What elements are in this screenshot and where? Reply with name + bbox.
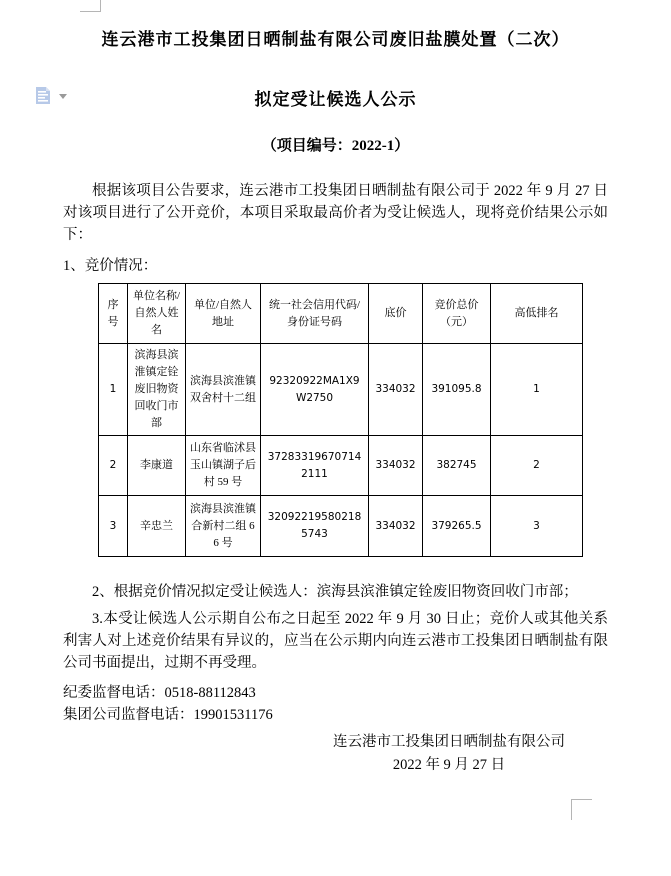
cell-credit-code: 320922195802185743 [261, 496, 369, 557]
cell-ranking: 3 [491, 496, 583, 557]
cell-base-price: 334032 [369, 496, 423, 557]
col-header-total-price: 竞价总价（元） [423, 284, 491, 344]
col-header-credit-code: 统一社会信用代码/身份证号码 [261, 284, 369, 344]
cell-name: 滨海县滨淮镇定铨废旧物资回收门市部 [128, 344, 186, 436]
paste-options-icon [34, 86, 52, 105]
cell-index: 1 [99, 344, 128, 436]
cell-total-price: 382745 [423, 436, 491, 496]
cell-total-price: 379265.5 [423, 496, 491, 557]
col-header-address: 单位/自然人地址 [186, 284, 261, 344]
cell-credit-code: 372833196707142111 [261, 436, 369, 496]
paragraph-publicity-period: 3.本受让候选人公示期自公布之日起至 2022 年 9 月 30 日止；竞价人或其他关系利害人对上述竞价结果有异议的，应当在公示期内向连云港市工投集团日晒制盐有限公司书面提出，过期不再受理。 [63, 611, 608, 671]
phone-line-discipline: 纪委监督电话：0518-88112843 [63, 685, 256, 701]
cell-index: 3 [99, 496, 128, 557]
table-row [99, 436, 583, 496]
col-header-base-price: 底价 [369, 284, 423, 344]
text-boundary-corner-bottom-right [571, 799, 592, 820]
bid-results-table [98, 283, 583, 557]
phone-line-group: 集团公司监督电话：19901531176 [63, 707, 273, 723]
document-content [63, 30, 608, 777]
cell-name: 李康道 [128, 436, 186, 496]
table-row [99, 344, 583, 436]
table-header-row [99, 284, 583, 344]
signature-company: 连云港市工投集团日晒制盐有限公司 [333, 734, 565, 750]
cell-ranking: 1 [491, 344, 583, 436]
cell-base-price: 334032 [369, 344, 423, 436]
col-header-index: 序号 [99, 284, 128, 344]
supervision-phones [63, 682, 608, 726]
document-title-line2: 拟定受让候选人公示 [254, 90, 417, 109]
table-row [99, 496, 583, 557]
intro-paragraph: 根据该项目公告要求，连云港市工投集团日晒制盐有限公司于 2022 年 9 月 27 日对该项目进行了公开竞价，本项目采取最高价者为受让候选人，现将竞价结果公示如下： [63, 183, 608, 243]
cell-total-price: 391095.8 [423, 344, 491, 436]
cell-ranking: 2 [491, 436, 583, 496]
cell-address: 滨海县滨淮镇合新村二组 66 号 [186, 496, 261, 557]
cell-index: 2 [99, 436, 128, 496]
col-header-ranking: 高低排名 [491, 284, 583, 344]
section1-heading: 1、竞价情况： [63, 258, 158, 274]
signature-date: 2022 年 9 月 27 日 [392, 757, 506, 773]
col-header-name: 单位名称/自然人姓名 [128, 284, 186, 344]
signature-block [63, 731, 608, 777]
cell-credit-code: 92320922MA1X9W2750 [261, 344, 369, 436]
cell-address: 山东省临沭县玉山镇湖子后村 59 号 [186, 436, 261, 496]
cell-address: 滨海县滨淮镇双舍村十二组 [186, 344, 261, 436]
project-number: （项目编号：2022-1） [261, 138, 410, 154]
cell-name: 辛忠兰 [128, 496, 186, 557]
text-boundary-corner-top-left [80, 0, 101, 12]
paragraph-candidate: 2、根据竞价情况拟定受让候选人：滨海县滨淮镇定铨废旧物资回收门市部； [92, 584, 578, 600]
document-title-line1: 连云港市工投集团日晒制盐有限公司废旧盐膜处置（二次） [101, 30, 570, 49]
cell-base-price: 334032 [369, 436, 423, 496]
